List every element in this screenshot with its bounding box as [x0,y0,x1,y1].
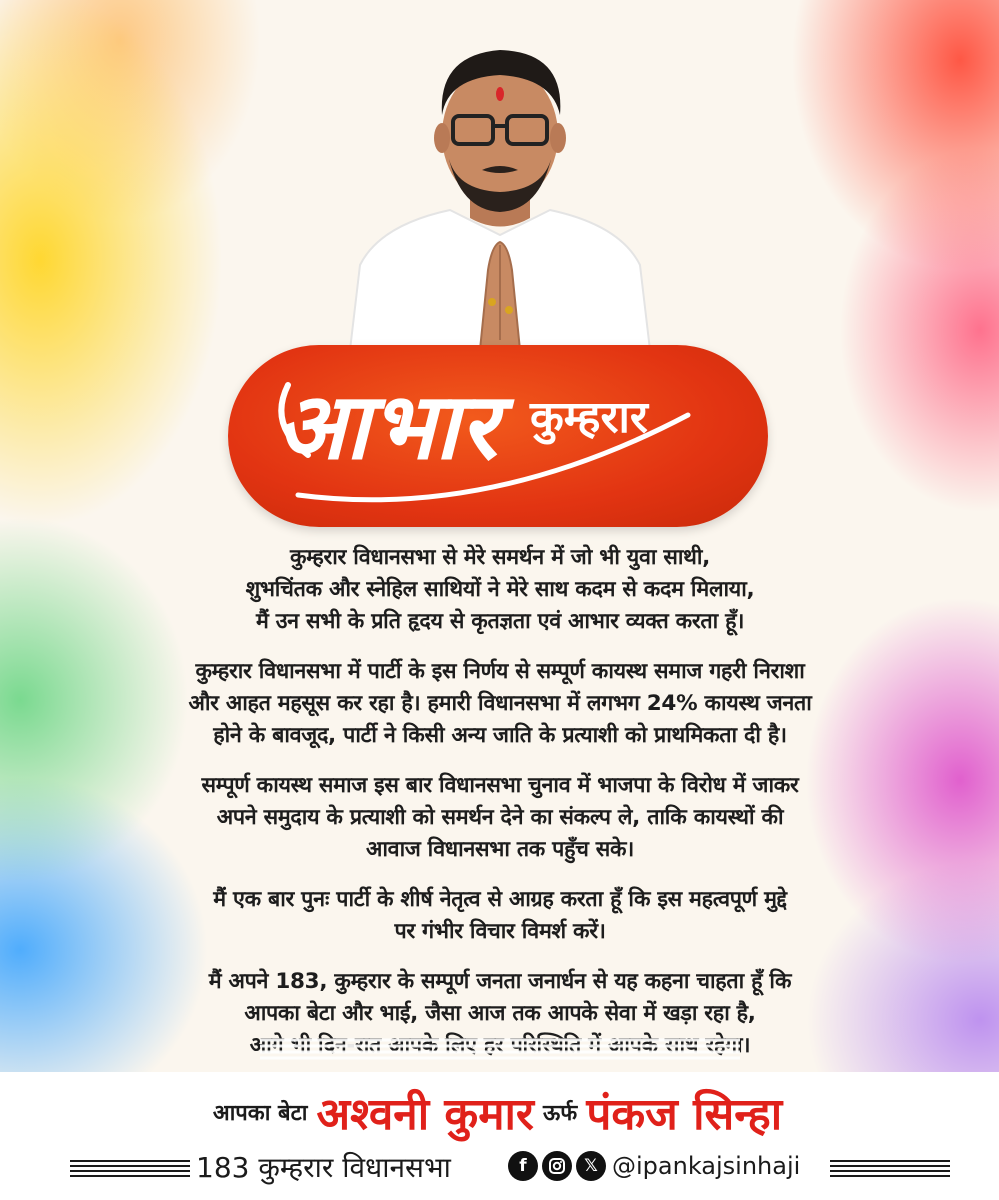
message-line: सम्पूर्ण कायस्थ समाज इस बार विधानसभा चुनाव में भाजपा के विरोध में जाकर [201,773,799,798]
message-line: कुम्हरार विधानसभा में पार्टी के इस निर्णय से सम्पूर्ण कायस्थ समाज गहरी निराशा [195,659,805,684]
instagram-icon[interactable] [542,1151,572,1181]
message-line: शुभचिंतक और स्नेहिल साथियों ने मेरे साथ कदम से कदम मिलाया, [245,577,755,602]
x-icon[interactable]: 𝕏 [576,1151,606,1181]
message-line: कुम्हरार विधानसभा से मेरे समर्थन में जो भी युवा साथी, [289,545,711,570]
message-line: मैं एक बार पुनः पार्टी के शीर्ष नेतृत्व से आग्रह करता हूँ कि इस महत्वपूर्ण मुद्दे [213,887,787,912]
message-line: आपका बेटा और भाई, जैसा आज तक आपके सेवा में खड़ा रहा है, [244,1001,756,1026]
message-line: आगे भी दिन-रात आपके लिए हर परिस्थिति में आपके साथ रहेगा। [249,1033,751,1058]
message-paragraph [95,884,905,948]
signature-name: अश्वनी कुमार [316,1089,534,1140]
banner-subtitle: कुम्हरार [530,392,648,443]
message-line: होने के बावजूद, पार्टी ने किसी अन्य जाति के प्रत्याशी को प्राथमिकता दी है। [213,723,787,748]
signature [0,1082,999,1142]
message-line: और आहत महसूस कर रहा है। हमारी विधानसभा में लगभग 24% कायस्थ जनता [188,691,812,716]
message-paragraph [95,770,905,866]
message-body [95,542,905,1080]
message-line: मैं उन सभी के प्रति हृदय से कृतज्ञता एवं आभार व्यक्त करता हूँ। [255,609,745,634]
decorative-divider [240,1036,760,1064]
person-photo [320,20,680,350]
message-paragraph [95,542,905,638]
footer-info [0,1148,999,1188]
message-line: पर गंभीर विचार विमर्श करें। [394,919,606,944]
signature-alias-word: ऊर्फ [543,1101,578,1126]
message-paragraph [95,656,905,752]
footer-lines-right [830,1158,950,1180]
message-line: आवाज विधानसभा तक पहुँच सके। [365,837,635,862]
social-links [508,1151,800,1181]
signature-prefix: आपका बेटा [212,1101,308,1126]
message-line: मैं अपने 183, कुम्हरार के सम्पूर्ण जनता जनार्धन से यह कहना चाहता हूँ कि [208,969,792,994]
footer-lines-left [70,1158,190,1180]
social-handle[interactable]: @ipankajsinhaji [612,1152,801,1180]
constituency-label: 183 कुम्हरार विधानसभा [196,1151,451,1184]
banner-title: आभार [275,372,499,480]
facebook-icon[interactable]: f [508,1151,538,1181]
signature-alias: पंकज सिन्हा [586,1089,783,1140]
message-line: अपने समुदाय के प्रत्याशी को समर्थन देने का संकल्प ले, ताकि कायस्थों की [216,805,784,830]
